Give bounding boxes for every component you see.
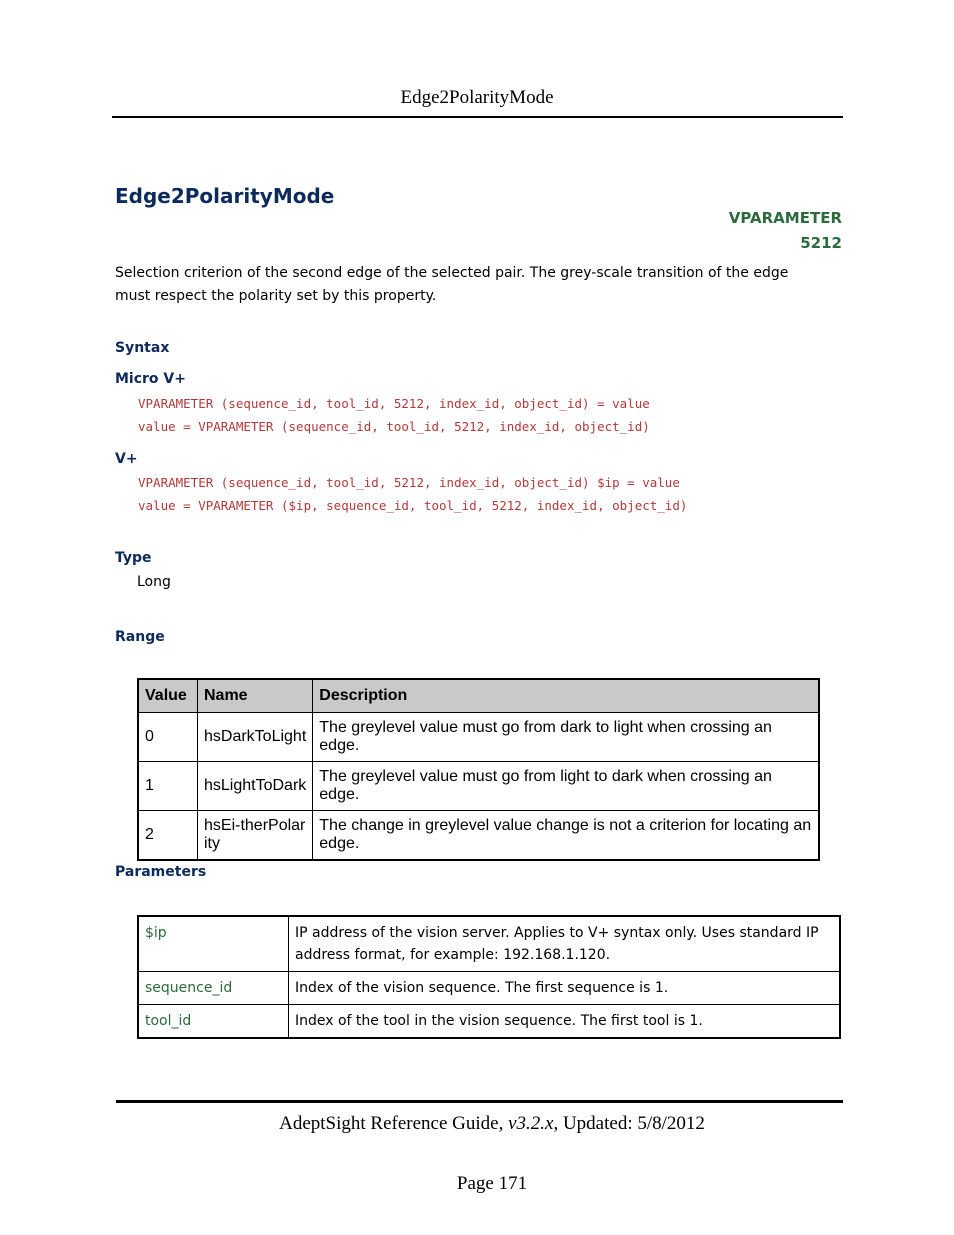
- footer-guide-line: [0, 1113, 954, 1135]
- range-value: 2: [138, 811, 198, 861]
- type-heading: Type: [115, 550, 152, 566]
- vplus-code-line: value = VPARAMETER ($ip, sequence_id, tool_id, 5212, index_id, object_id): [138, 498, 688, 513]
- table-row: [138, 811, 819, 861]
- vplus-heading: V+: [115, 451, 138, 467]
- parameter-description: Index of the tool in the vision sequence. The first tool is 1.: [289, 1005, 841, 1039]
- parameter-name: $ip: [138, 916, 289, 972]
- table-row: [138, 762, 819, 811]
- microv-heading: Micro V+: [115, 371, 186, 387]
- page-number: Page 171: [456, 1173, 528, 1194]
- table-header-row: [138, 679, 819, 713]
- range-name: hsDarkToLight: [198, 713, 313, 762]
- parameters-heading: Parameters: [115, 864, 207, 880]
- parameter-name: sequence_id: [138, 972, 289, 1005]
- parameters-table: [137, 915, 841, 1039]
- type-value: Long: [137, 574, 171, 590]
- vplus-code-line: VPARAMETER (sequence_id, tool_id, 5212, index_id, object_id) $ip = value: [138, 475, 680, 490]
- guide-updated: , Updated: 5/8/2012: [553, 1113, 705, 1134]
- column-header-description: Description: [313, 679, 819, 713]
- footer-rule: [116, 1100, 843, 1103]
- range-name: hsLightToDark: [198, 762, 313, 811]
- range-table: [137, 678, 820, 861]
- page-title: Edge2PolarityMode: [115, 184, 335, 208]
- header-rule: [112, 116, 843, 118]
- running-header: Edge2PolarityMode: [400, 87, 554, 108]
- range-value: 1: [138, 762, 198, 811]
- range-description: The greylevel value must go from dark to light when crossing an edge.: [313, 713, 819, 762]
- microv-code-line: value = VPARAMETER (sequence_id, tool_id, 5212, index_id, object_id): [138, 419, 650, 434]
- column-header-name: Name: [198, 679, 313, 713]
- range-heading: Range: [115, 629, 165, 645]
- range-description: The greylevel value must go from light to dark when crossing an edge.: [313, 762, 819, 811]
- column-header-value: Value: [138, 679, 198, 713]
- vparameter-label: VPARAMETER: [728, 209, 842, 227]
- parameter-name: tool_id: [138, 1005, 289, 1039]
- microv-code-line: VPARAMETER (sequence_id, tool_id, 5212, index_id, object_id) = value: [138, 396, 650, 411]
- range-name: hsEi-therPolarity: [198, 811, 313, 861]
- table-row: [138, 916, 840, 972]
- guide-version: , v3.2.x: [498, 1113, 554, 1134]
- description: Selection criterion of the second edge of the selected pair. The grey-scale transition of the edge must respect the polarity set by this property.: [115, 265, 789, 304]
- range-description: The change in greylevel value change is not a criterion for locating an edge.: [313, 811, 819, 861]
- syntax-heading: Syntax: [115, 340, 170, 356]
- parameter-description: Index of the vision sequence. The first sequence is 1.: [289, 972, 841, 1005]
- parameter-description: IP address of the vision server. Applies to V+ syntax only. Uses standard IP address format, for example: 192.168.1.120.: [289, 916, 841, 972]
- range-value: 0: [138, 713, 198, 762]
- table-row: [138, 713, 819, 762]
- guide-name: AdeptSight Reference Guide: [279, 1113, 499, 1134]
- table-row: [138, 1005, 840, 1039]
- vparameter-number: 5212: [800, 234, 842, 252]
- table-row: [138, 972, 840, 1005]
